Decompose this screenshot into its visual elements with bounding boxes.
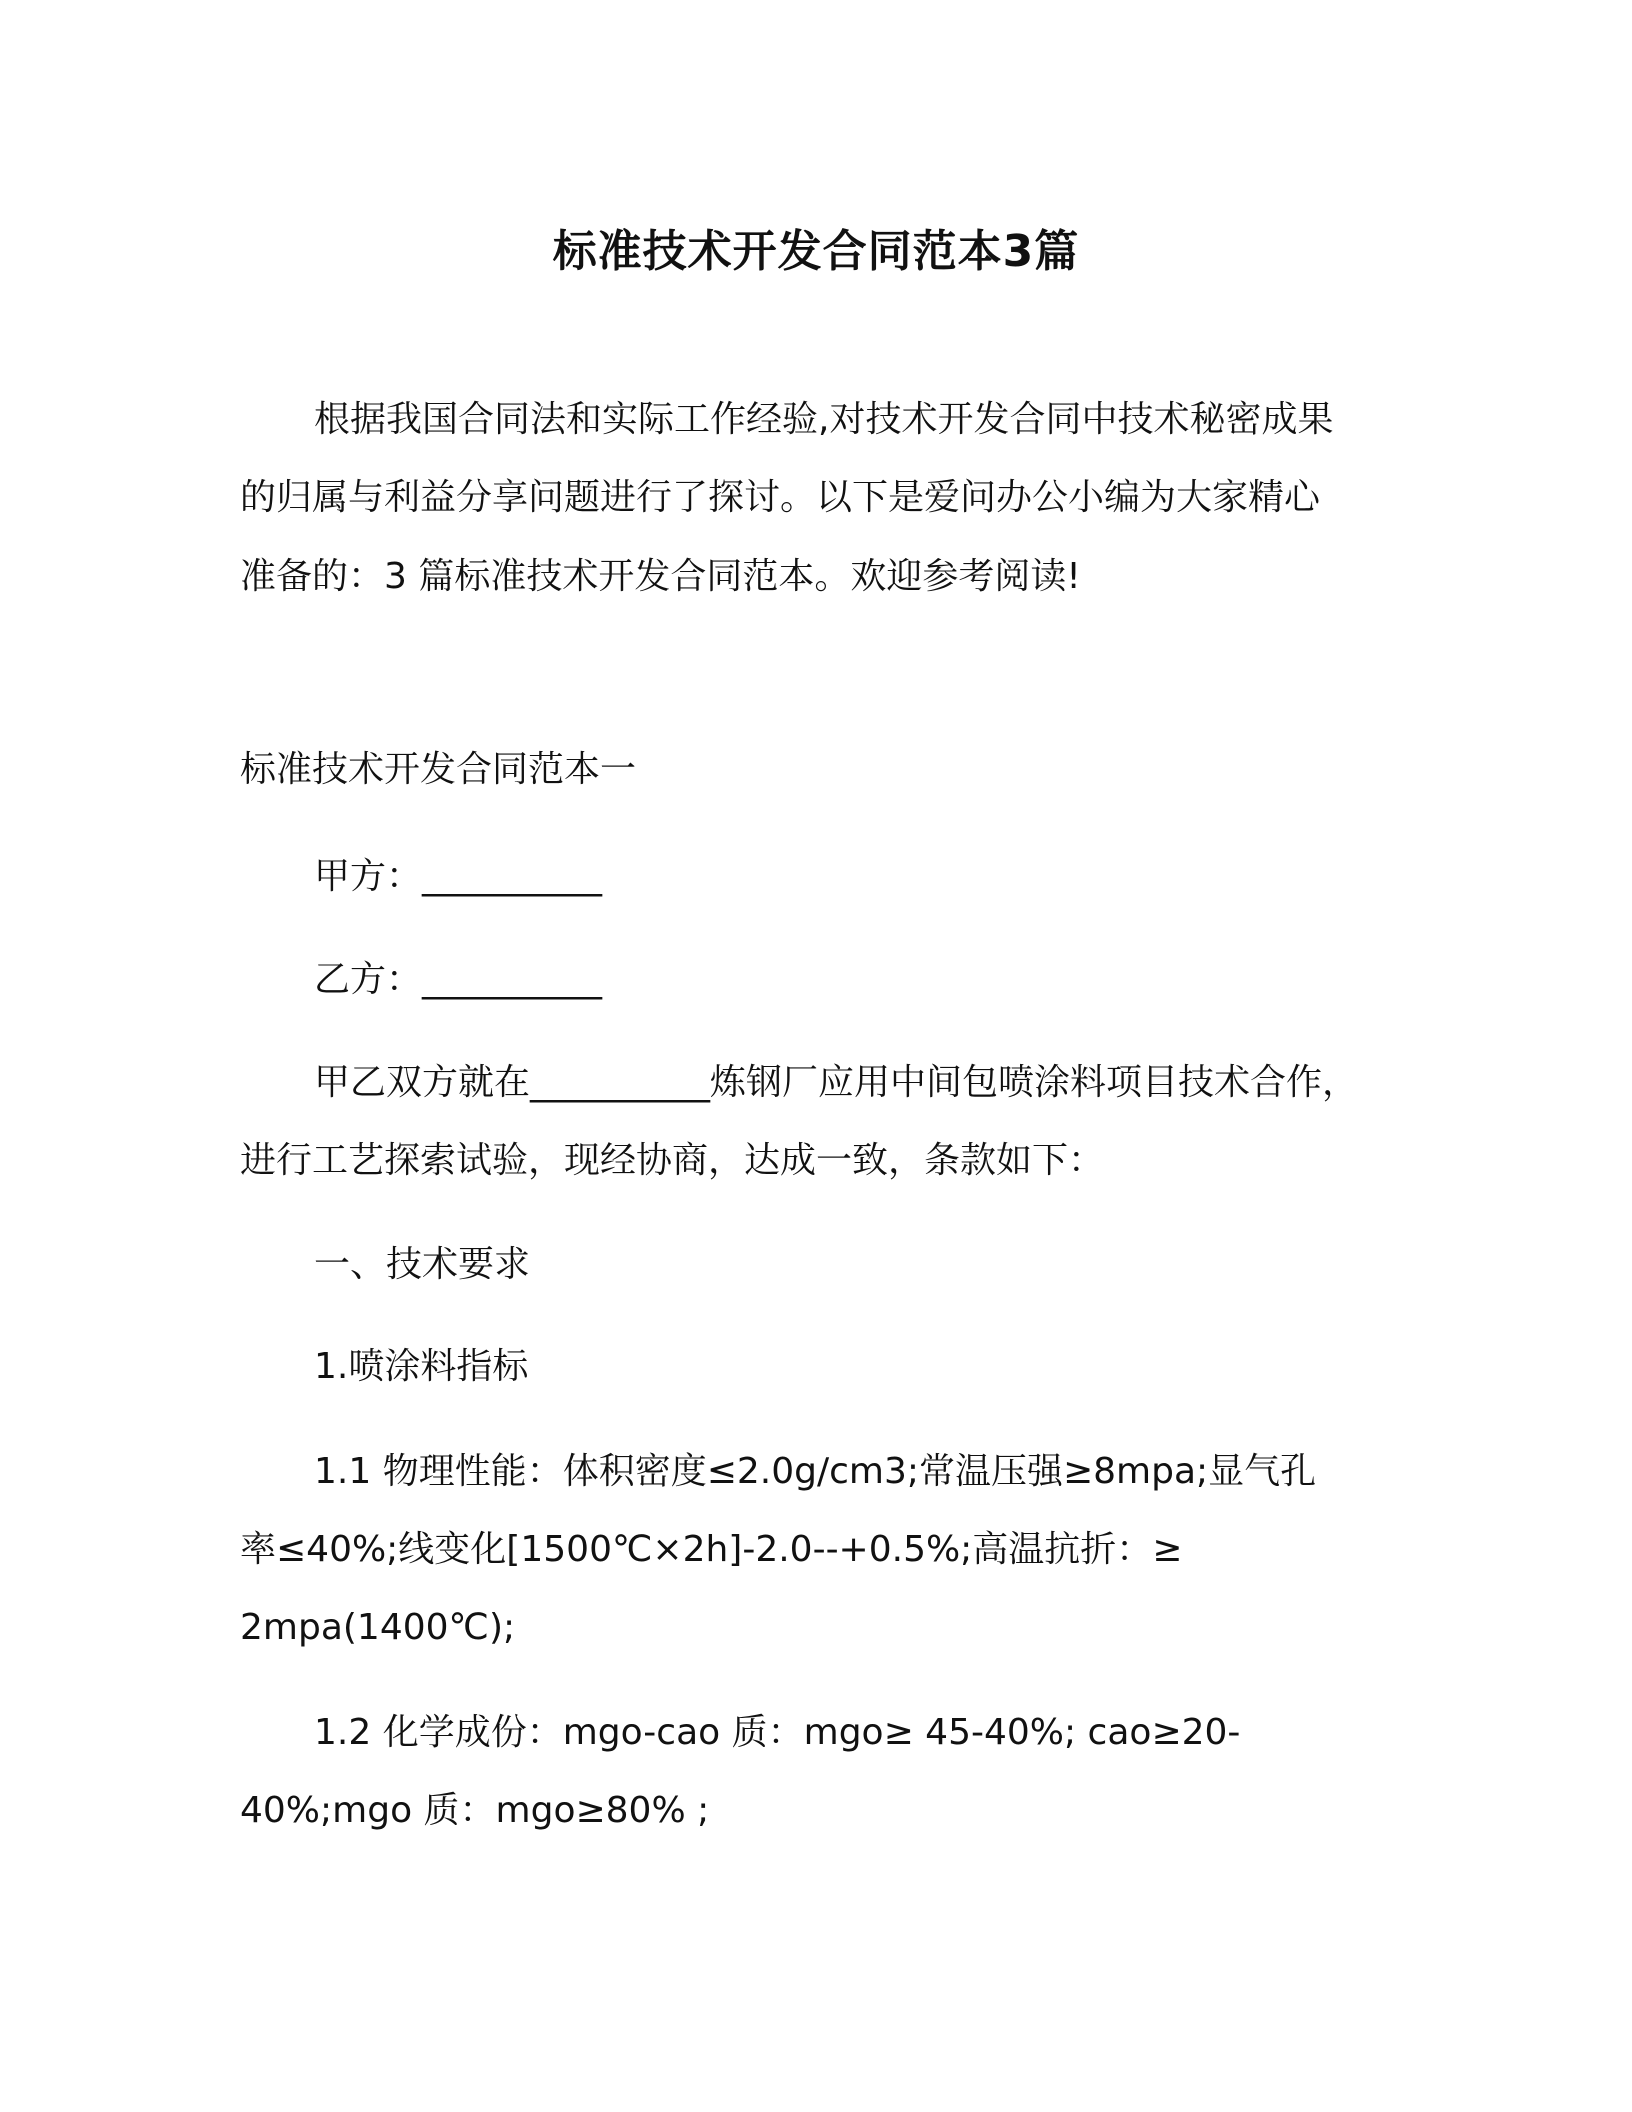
item-1-1-line-2: 率≤40%;线变化[1500℃×2h]-2.0--+0.5%;高温抗折：≥ (240, 1529, 1183, 1570)
section-heading: 标准技术开发合同范本一 (240, 749, 637, 790)
agreement-line-1: 甲乙双方就在__________炼钢厂应用中间包喷涂料项目技术合作， (314, 1062, 1359, 1103)
intro-line-2: 的归属与利益分享问题进行了探讨。以下是爱问办公小编为大家精心 (240, 477, 1321, 518)
intro-line-3: 准备的：3 篇标准技术开发合同范本。欢迎参考阅读! (240, 556, 1081, 597)
party-b-line: 乙方：__________ (314, 959, 603, 1000)
document-title: 标准技术开发合同范本3篇 (552, 226, 1080, 277)
subclause-heading: 1.喷涂料指标 (314, 1346, 529, 1387)
party-a-line: 甲方：__________ (314, 856, 603, 897)
item-1-1-line-1: 1.1 物理性能：体积密度≤2.0g/cm3;常温压强≥8mpa;显气孔 (314, 1451, 1317, 1492)
item-1-1-line-3: 2mpa(1400℃); (240, 1607, 516, 1648)
agreement-line-2: 进行工艺探索试验，现经协商，达成一致，条款如下： (240, 1140, 1105, 1181)
item-1-2-line-1: 1.2 化学成份：mgo-cao 质：mgo≥ 45-40%; cao≥20- (314, 1712, 1241, 1753)
intro-line-1: 根据我国合同法和实际工作经验,对技术开发合同中技术秘密成果 (314, 399, 1334, 440)
clause-heading: 一、技术要求 (314, 1244, 531, 1285)
item-1-2-line-2: 40%;mgo 质：mgo≥80% ; (240, 1790, 710, 1831)
